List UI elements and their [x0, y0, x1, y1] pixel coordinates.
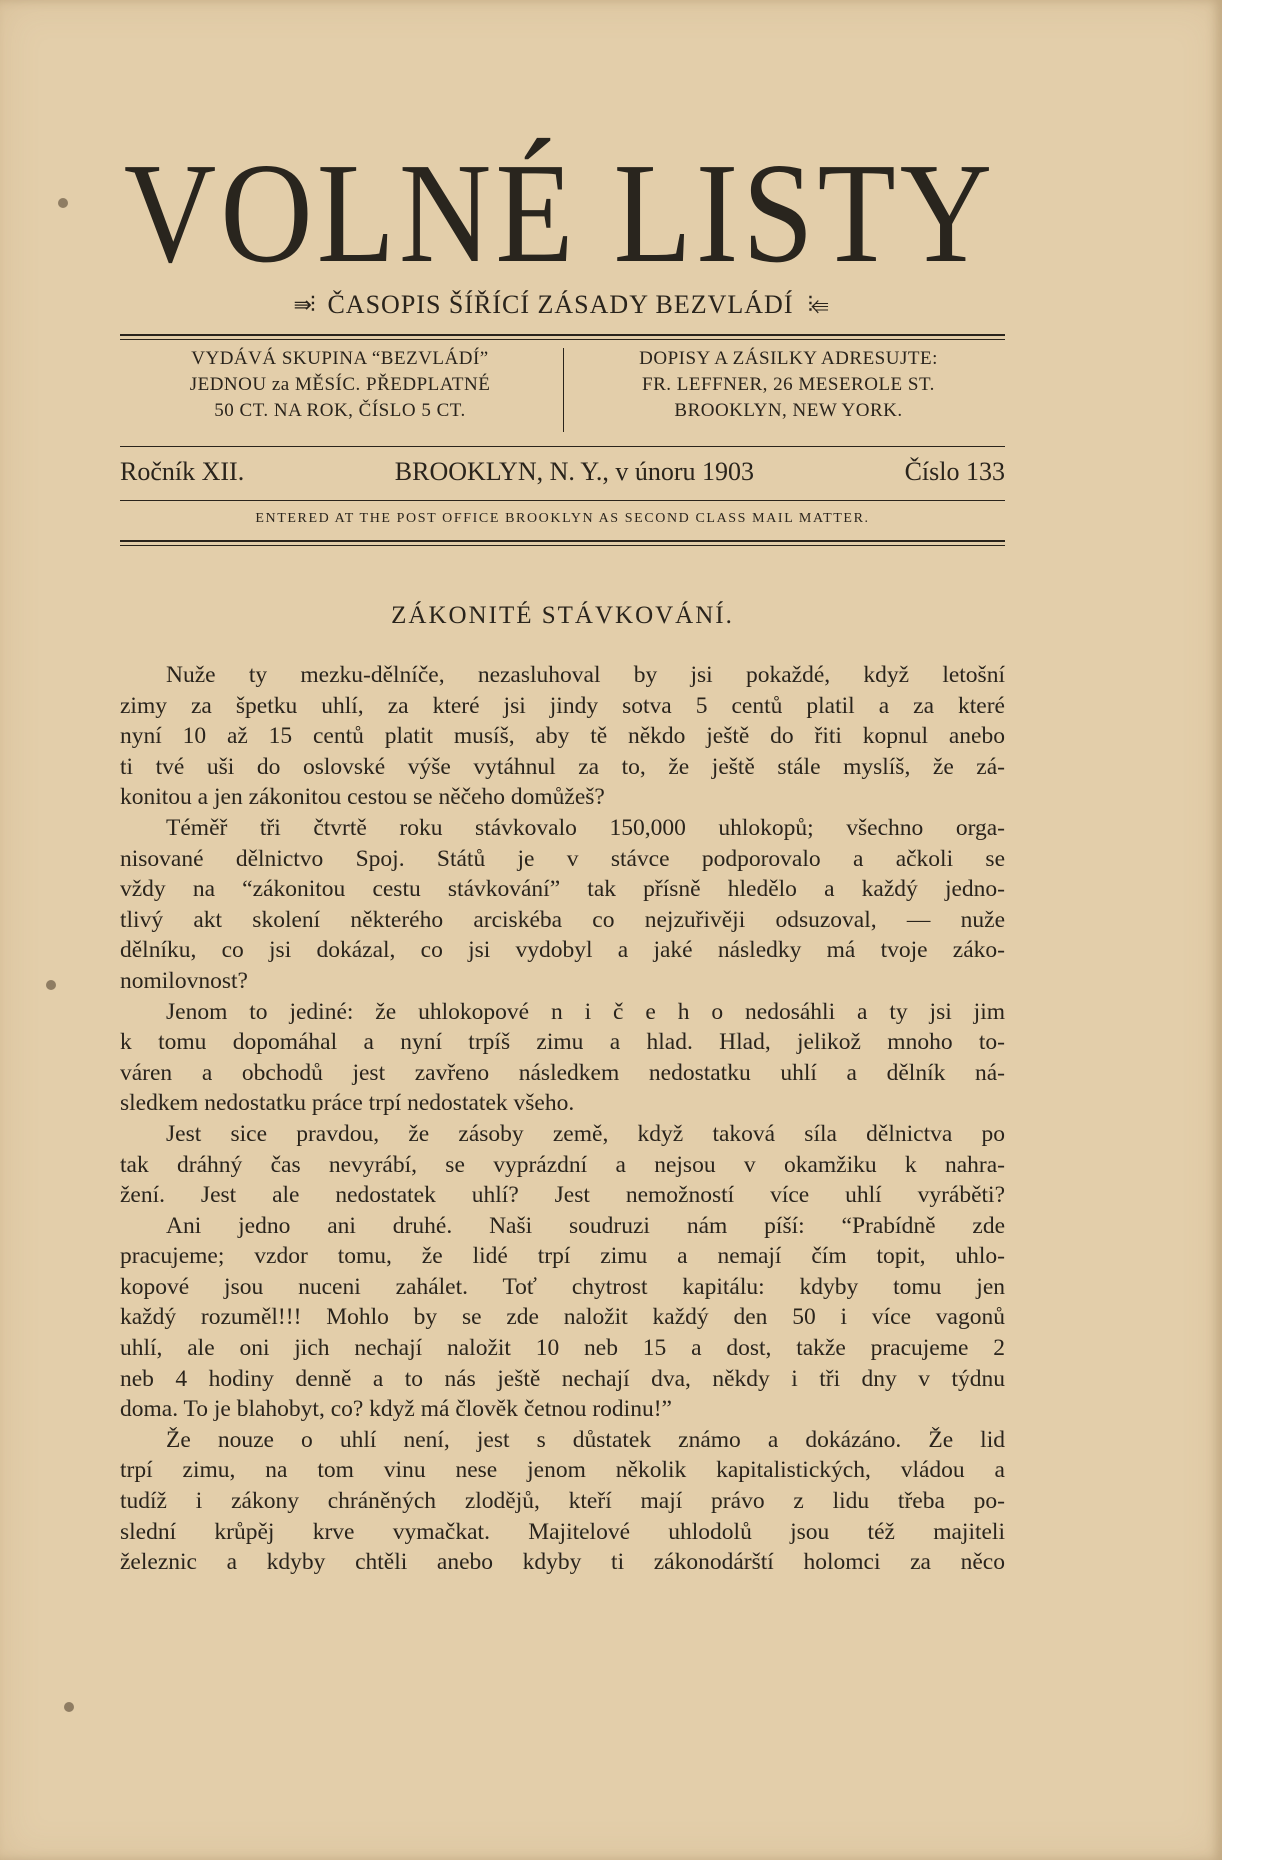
binding-hole — [64, 1702, 74, 1712]
article-line: kopové jsou nuceni zahálet. Toť chytrost kapitálu: kdyby tomu jen — [120, 1273, 1005, 1300]
article-line: tudíž i zákony chráněných zlodějů, kteří mají právo z lidu třeba po- — [120, 1488, 1005, 1515]
article-line: Jenom to jediné: že uhlokopové n i č e h o nedosáhli a ty jsi jim — [166, 998, 1005, 1025]
publisher-line: JEDNOU za MĚSÍC. PŘEDPLATNÉ — [189, 374, 491, 395]
article-title: ZÁKONITÉ STÁVKOVÁNÍ. — [391, 602, 734, 629]
article-line: sledkem nedostatku práce trpí nedostatek všeho. — [120, 1090, 575, 1117]
issue-place-date: BROOKLYN, N. Y., v únoru 1903 — [394, 457, 755, 486]
article-line: váren a obchodů jest zavřeno následkem nedostatku uhlí a dělník ná- — [120, 1059, 1005, 1086]
article-line: ti tvé uši do oslovské výše vytáhnul za to, že ještě stále myslíš, že zá- — [120, 753, 1005, 780]
article-line: Nuže ty mezku-dělníče, nezasluhoval by jsi pokaždé, když letošní — [166, 662, 1005, 688]
issue-volume: Ročník XII. — [120, 457, 245, 486]
address-line: BROOKLYN, NEW YORK. — [674, 400, 903, 421]
article-line: uhlí, ale oni jich nechají naložit 10 neb 15 a dost, takže pracujeme 2 — [120, 1335, 1005, 1362]
publisher-info-right — [572, 346, 1005, 424]
article-line: žení. Jest ale nedostatek uhlí? Jest nemožností více uhlí vyráběti? — [120, 1182, 1005, 1209]
article-line: tlivý akt skolení některého arciskéba co nejzuřivěji odsuzoval, — nuže — [120, 906, 1005, 933]
article-line: k tomu dopomáhal a nyní trpíš zimu a hlad. Hlad, jelikož mnoho to- — [120, 1029, 1005, 1056]
binding-hole — [46, 980, 56, 990]
article-line: dělníku, co jsi dokázal, co jsi vydobyl a jaké následky má tvoje záko- — [120, 937, 1005, 964]
article-line: zimy za špetku uhlí, za které jsi jindy sotva 5 centů platil a za které — [120, 692, 1005, 719]
issue-bottom-rule — [120, 500, 1005, 501]
article-line: nomilovnost? — [120, 967, 248, 994]
article-line: Že nouze o uhlí není, jest s důstatek známo a dokázáno. Že lid — [166, 1426, 1005, 1453]
masthead-subtitle: ČASOPIS ŠÍŘÍCÍ ZÁSADY BEZVLÁDÍ — [327, 290, 794, 319]
address-line: DOPISY A ZÁSILKY ADRESUJTE: — [639, 348, 938, 369]
article-line: Jest sice pravdou, že zásoby země, když taková síla dělnictva po — [166, 1120, 1005, 1147]
info-divider — [563, 348, 564, 432]
article-line: slední krůpěj krve vymačkat. Majitelové uhlodolů jsou též majiteli — [120, 1518, 1005, 1545]
issue-line — [120, 457, 1005, 487]
article-line: tak dráhný čas nevyrábí, se vyprázdní a nejsou v okamžiku k nahra- — [120, 1151, 1005, 1178]
top-double-rule-a — [120, 334, 1005, 336]
article-line: neb 4 hodiny denně a to nás ještě nechají dva, někdy i tři dny v týdnu — [120, 1365, 1005, 1392]
article-line: železnic a kdyby chtěli anebo kdyby ti zákonodárští holomci za něco — [120, 1549, 1005, 1576]
issue-number: Číslo 133 — [904, 457, 1005, 486]
article-line: trpí zimu, na tom vinu nese jenom několik kapitalistických, vládou a — [120, 1457, 1005, 1484]
publisher-line: VYDÁVÁ SKUPINA “BEZVLÁDÍ” — [191, 348, 489, 369]
article-body — [120, 660, 1005, 1578]
top-double-rule-b — [120, 339, 1005, 340]
publisher-info-left — [120, 346, 560, 424]
address-line: FR. LEFFNER, 26 MESEROLE ST. — [642, 374, 935, 395]
bottom-double-rule-b — [120, 545, 1005, 546]
article-line: Ani jedno ani druhé. Naši soudruzi nám píší: “Prabídně zde — [166, 1212, 1005, 1239]
publisher-line: 50 CT. NA ROK, ČÍSLO 5 CT. — [214, 400, 466, 421]
masthead-subtitle-row — [110, 290, 1010, 320]
entered-notice: ENTERED AT THE POST OFFICE BROOKLYN AS SECOND CLASS MAIL MATTER. — [255, 511, 870, 526]
bottom-double-rule-a — [120, 540, 1005, 542]
masthead-title: VOLNÉ LISTY — [123, 133, 997, 293]
right-arrow-ornament-icon: ⫶⇚ — [807, 292, 827, 317]
publisher-info — [120, 346, 1005, 436]
binding-hole — [58, 198, 68, 208]
article-line: nyní 10 až 15 centů platit musíš, aby tě někdo ještě do řiti kopnul anebo — [120, 723, 1005, 750]
article-line: nisované dělnictvo Spoj. Států je v stávce podporovalo a ačkoli se — [120, 845, 1005, 872]
article-line: pracujeme; vzdor tomu, že lidé trpí zimu a nemají čím topit, uhlo- — [120, 1243, 1005, 1270]
issue-top-rule — [120, 446, 1005, 447]
article-line: doma. To je blahobyt, co? když má člověk četnou rodinu!” — [120, 1396, 672, 1423]
left-arrow-ornament-icon: ⇛⫶ — [293, 292, 314, 317]
article-line: každý rozuměl!!! Mohlo by se zde naložit každý den 50 i více vagonů — [120, 1304, 1005, 1331]
article-line: konitou a jen zákonitou cestou se něčeho domůžeš? — [120, 784, 605, 811]
article-line: vždy na “zákonitou cestu stávkování” tak přísně hledělo a každý jedno- — [120, 876, 1005, 903]
article-line: Téměř tři čtvrtě roku stávkovalo 150,000 uhlokopů; všechno orga- — [166, 814, 1005, 841]
